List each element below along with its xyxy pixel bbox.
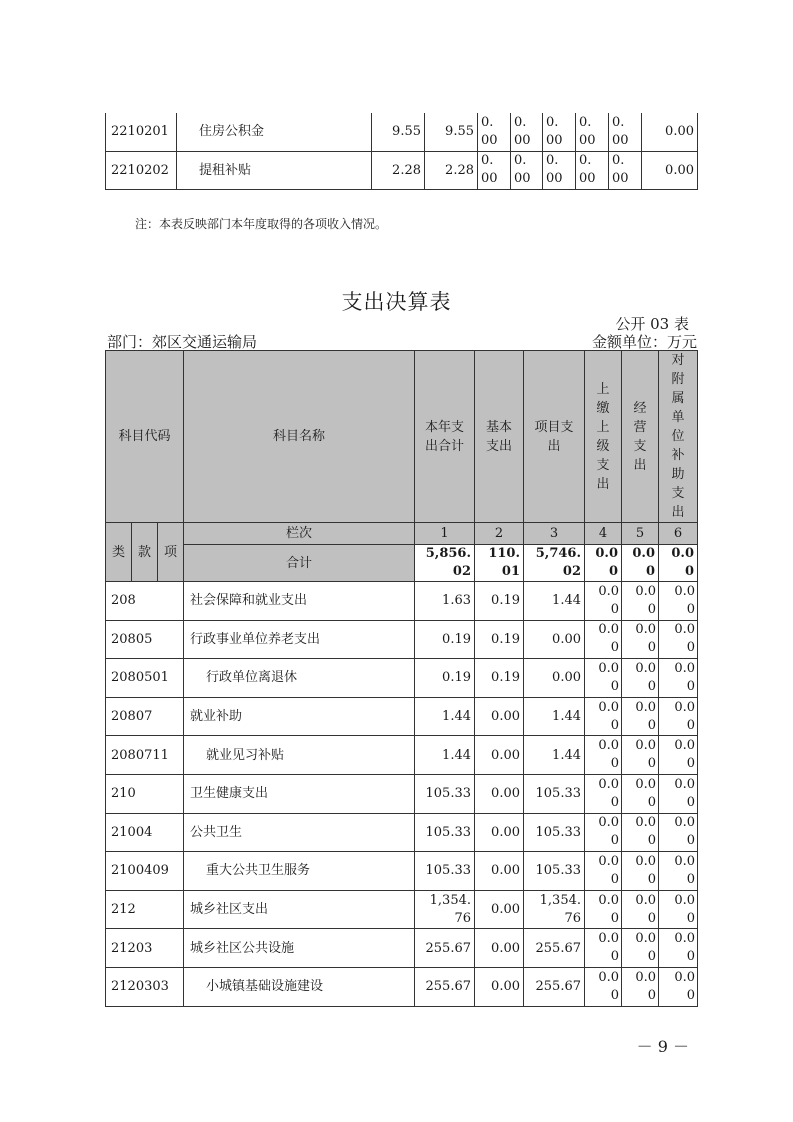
amount: 0.00 (475, 890, 524, 929)
amount (622, 929, 659, 968)
amount-part: 0 (686, 794, 695, 810)
subject-code: 2080711 (106, 736, 184, 775)
sum-total (415, 545, 475, 582)
amount-part: 0 (686, 871, 695, 887)
amount-part: 0 (686, 678, 695, 694)
amount-part: 0 (647, 678, 656, 694)
amount-part: 0.0 (674, 815, 695, 831)
amount-part: 0 (647, 794, 656, 810)
header-xiang: 项 (158, 523, 184, 582)
amount-part: 0 (686, 910, 695, 926)
amount-part: 0.0 (674, 776, 695, 792)
amount (511, 151, 543, 189)
amount: 1.44 (524, 582, 585, 621)
header-char: 出 (596, 476, 610, 492)
amount (576, 113, 609, 151)
amount-part: 00 (514, 171, 531, 186)
amount-part: 5,746. (535, 546, 581, 561)
amount-part: 00 (546, 171, 563, 186)
subject-name: 行政事业单位养老支出 (184, 620, 415, 659)
header-kuan: 款 (132, 523, 158, 582)
amount-part: 0 (647, 601, 656, 617)
subject-name: 就业补助 (184, 697, 415, 736)
table-row (106, 852, 698, 891)
subject-name: 卫生健康支出 (184, 774, 415, 813)
amount-part: 0. (481, 114, 494, 130)
amount-part: 0. (514, 153, 527, 168)
amount: 1.44 (524, 736, 585, 775)
header-char: 属 (671, 391, 685, 406)
amount-part: 00 (546, 132, 563, 148)
amount-part: 0 (647, 987, 656, 1003)
header-upper (585, 351, 622, 523)
amount: 9.55 (372, 113, 425, 151)
amount-part: 0.0 (598, 776, 619, 792)
amount-part: 0.0 (598, 892, 619, 908)
subject-name: 城乡社区公共设施 (184, 929, 415, 968)
header-char: 缴 (596, 400, 610, 416)
amount (622, 890, 659, 929)
amount: 0.19 (475, 582, 524, 621)
amount-part: 0.0 (674, 738, 695, 754)
amount: 0.19 (475, 659, 524, 698)
amount-part: 1,354. (539, 892, 581, 908)
header-subsidiary (659, 351, 698, 523)
amount (622, 620, 659, 659)
amount: 0.00 (642, 113, 698, 151)
amount-part: 0. (546, 153, 559, 168)
amount-part: 0 (647, 949, 656, 965)
amount-part: 0.0 (598, 738, 619, 754)
amount (543, 113, 576, 151)
subject-name: 行政单位离退休 (184, 659, 415, 698)
amount (576, 151, 609, 189)
column-index: 2 (475, 523, 524, 545)
form-number: 公开 03 表 (615, 315, 689, 333)
amount-part: 0. (481, 153, 494, 168)
amount-part: 0.0 (598, 853, 619, 869)
amount-part: 02 (562, 564, 581, 579)
amount-part: 0 (610, 794, 619, 810)
amount-part: 00 (579, 132, 596, 148)
subject-name: 社会保障和就业支出 (184, 582, 415, 621)
amount: 105.33 (415, 852, 475, 891)
amount: 1.63 (415, 582, 475, 621)
amount-part: 0 (684, 564, 694, 579)
amount-part: 76 (564, 910, 581, 926)
amount (585, 852, 622, 891)
amount (585, 659, 622, 698)
amount-part: 0 (647, 717, 656, 733)
amount (511, 113, 543, 151)
amount-part: 02 (452, 564, 471, 579)
subject-code: 208 (106, 582, 184, 621)
header-column-index-label: 栏次 (184, 523, 415, 545)
amount-part: 0.0 (674, 622, 695, 638)
amount-part: 0.0 (598, 931, 619, 947)
amount-part: 0 (610, 833, 619, 849)
header-char: 出 (633, 457, 647, 473)
amount: 0.19 (415, 620, 475, 659)
amount-part: 0.0 (598, 660, 619, 676)
amount (478, 151, 511, 189)
sum-subsidiary (659, 545, 698, 582)
amount (478, 113, 511, 151)
amount (585, 697, 622, 736)
table-row (106, 113, 698, 151)
amount-part: 0 (647, 871, 656, 887)
amount-part: 0.0 (635, 815, 656, 831)
amount: 0.00 (475, 852, 524, 891)
amount-part: 0 (610, 910, 619, 926)
amount-part: 0.0 (598, 622, 619, 638)
amount-part: 0.0 (598, 969, 619, 985)
column-index: 1 (415, 523, 475, 545)
amount (585, 620, 622, 659)
header-char: 经 (633, 400, 647, 416)
amount-part: 0 (647, 756, 656, 772)
amount-part: 0. (612, 153, 625, 168)
amount-part: 0 (610, 756, 619, 772)
sum-project (524, 545, 585, 582)
amount (659, 620, 698, 659)
subject-code: 21004 (106, 813, 184, 852)
table-row (106, 151, 698, 189)
amount (609, 113, 642, 151)
amount (659, 659, 698, 698)
amount-part: 0 (686, 833, 695, 849)
header-line: 支出 (485, 438, 512, 454)
amount: 0.00 (475, 929, 524, 968)
amount-part: 0 (686, 640, 695, 656)
amount-part: 0 (686, 717, 695, 733)
amount-part: 0.0 (635, 622, 656, 638)
amount-part: 00 (612, 171, 629, 186)
amount-part: 0 (610, 678, 619, 694)
amount (622, 813, 659, 852)
amount-part: 0.0 (671, 546, 694, 561)
subject-code: 21203 (106, 929, 184, 968)
subject-name: 城乡社区支出 (184, 890, 415, 929)
amount (622, 852, 659, 891)
amount: 2.28 (372, 151, 425, 189)
header-char: 助 (671, 467, 685, 482)
amount (659, 697, 698, 736)
amount (622, 582, 659, 621)
sum-label: 合计 (184, 545, 415, 582)
amount-part: 0.0 (598, 583, 619, 599)
table-row (106, 967, 698, 1006)
header-project (524, 351, 585, 523)
amount: 105.33 (524, 774, 585, 813)
header-char: 支 (633, 438, 647, 454)
table-row (106, 774, 698, 813)
amount (659, 852, 698, 891)
subject-name: 小城镇基础设施建设 (184, 967, 415, 1006)
amount-part: 0.0 (635, 738, 656, 754)
header-char: 单 (671, 410, 685, 425)
department-label: 部门：郊区交通运输局 (107, 333, 258, 351)
header-char: 附 (671, 372, 685, 387)
amount (659, 736, 698, 775)
amount (585, 813, 622, 852)
subject-code: 20807 (106, 697, 184, 736)
amount (659, 774, 698, 813)
amount-part: 1,354. (429, 892, 471, 908)
amount: 1.44 (524, 697, 585, 736)
amount: 0.00 (642, 151, 698, 189)
header-basic (475, 351, 524, 523)
amount (585, 967, 622, 1006)
amount-part: 0.0 (674, 660, 695, 676)
amount (659, 813, 698, 852)
header-line: 基本 (485, 419, 512, 435)
amount-part: 0 (608, 564, 618, 579)
amount-part: 0.0 (632, 546, 655, 561)
expense-table (105, 350, 698, 1007)
amount: 255.67 (415, 967, 475, 1006)
amount (585, 736, 622, 775)
amount: 0.19 (475, 620, 524, 659)
amount-part: 0. (546, 114, 559, 130)
amount-part: 0. (612, 114, 625, 130)
column-index: 3 (524, 523, 585, 545)
amount-part: 0 (686, 756, 695, 772)
amount: 0.00 (475, 736, 524, 775)
amount-part: 0.0 (598, 815, 619, 831)
subject-code: 212 (106, 890, 184, 929)
amount (659, 967, 698, 1006)
amount (524, 890, 585, 929)
header-line: 出 (547, 438, 561, 454)
header-char: 支 (596, 457, 610, 473)
subject-name: 公共卫生 (184, 813, 415, 852)
header-business (622, 351, 659, 523)
amount (585, 890, 622, 929)
amount-part: 0 (686, 987, 695, 1003)
amount: 105.33 (415, 774, 475, 813)
header-char: 出 (671, 505, 685, 520)
amount (585, 582, 622, 621)
amount-part: 0.0 (674, 853, 695, 869)
subject-name: 提租补贴 (177, 151, 372, 189)
amount-part: 0 (645, 564, 655, 579)
amount: 105.33 (415, 813, 475, 852)
column-index: 6 (659, 523, 698, 545)
amount: 0.00 (475, 774, 524, 813)
amount (585, 774, 622, 813)
sum-business (622, 545, 659, 582)
amount-part: 5,856. (425, 546, 471, 561)
amount (622, 697, 659, 736)
amount-part: 0.0 (598, 699, 619, 715)
income-table-tail (105, 113, 698, 190)
table-row (106, 929, 698, 968)
amount-part: 0.0 (635, 776, 656, 792)
amount-part: 0.0 (635, 892, 656, 908)
subject-code: 2080501 (106, 659, 184, 698)
amount-part: 0 (686, 949, 695, 965)
header-char: 上 (596, 419, 610, 435)
subject-code: 2210202 (106, 151, 177, 189)
subject-code: 210 (106, 774, 184, 813)
header-lei: 类 (106, 523, 132, 582)
amount-part: 0.0 (674, 583, 695, 599)
amount-part: 0 (686, 601, 695, 617)
amount (622, 736, 659, 775)
amount-part: 110. (488, 546, 520, 561)
subject-name: 重大公共卫生服务 (184, 852, 415, 891)
amount: 1.44 (415, 736, 475, 775)
amount-part: 0 (647, 640, 656, 656)
subject-code: 2120303 (106, 967, 184, 1006)
header-char: 营 (633, 419, 647, 435)
amount-part: 0.0 (674, 699, 695, 715)
amount (622, 659, 659, 698)
amount (622, 774, 659, 813)
amount (585, 929, 622, 968)
amount-part: 0.0 (595, 546, 618, 561)
amount-part: 00 (481, 132, 498, 148)
header-char: 级 (596, 438, 610, 454)
amount (622, 967, 659, 1006)
column-index: 4 (585, 523, 622, 545)
amount (543, 151, 576, 189)
amount: 105.33 (524, 813, 585, 852)
amount-part: 0. (514, 114, 527, 130)
table-row (106, 697, 698, 736)
table-row (106, 813, 698, 852)
header-char: 对 (671, 353, 685, 368)
amount-part: 0.0 (674, 969, 695, 985)
amount-part: 0.0 (674, 892, 695, 908)
sum-basic (475, 545, 524, 582)
amount: 0.19 (415, 659, 475, 698)
subject-name: 住房公积金 (177, 113, 372, 151)
header-line: 出合计 (424, 438, 464, 454)
amount-part: 0.0 (674, 931, 695, 947)
sum-row (106, 545, 698, 582)
header-char: 支 (671, 486, 685, 501)
table-row (106, 736, 698, 775)
amount (659, 582, 698, 621)
subject-name: 就业见习补贴 (184, 736, 415, 775)
header-char: 位 (671, 429, 685, 444)
amount-part: 0 (610, 949, 619, 965)
amount-part: 0 (647, 910, 656, 926)
page-number: － 9 － (636, 1037, 689, 1056)
amount: 0.00 (475, 697, 524, 736)
amount-part: 00 (612, 132, 629, 148)
amount: 1.44 (415, 697, 475, 736)
amount: 0.00 (524, 620, 585, 659)
subject-code: 2210201 (106, 113, 177, 151)
amount: 0.00 (475, 967, 524, 1006)
amount-part: 00 (579, 171, 596, 186)
subject-code: 20805 (106, 620, 184, 659)
amount-part: 0 (610, 601, 619, 617)
header-char: 补 (671, 448, 685, 463)
amount (659, 929, 698, 968)
amount (415, 890, 475, 929)
amount-part: 00 (514, 132, 531, 148)
amount: 0.00 (475, 813, 524, 852)
table-row (106, 582, 698, 621)
header-char: 上 (596, 381, 610, 397)
amount-part: 0.0 (635, 931, 656, 947)
subject-code: 2100409 (106, 852, 184, 891)
amount-part: 0 (610, 987, 619, 1003)
sum-upper (585, 545, 622, 582)
header-total (415, 351, 475, 523)
header-line: 本年支 (424, 419, 464, 435)
amount-part: 0 (610, 871, 619, 887)
header-subject-code: 科目代码 (106, 351, 184, 523)
amount: 2.28 (425, 151, 478, 189)
amount-part: 76 (454, 910, 471, 926)
amount-part: 0.0 (635, 583, 656, 599)
amount-part: 0.0 (635, 853, 656, 869)
amount-part: 0 (647, 833, 656, 849)
amount-part: 01 (501, 564, 520, 579)
amount: 255.67 (524, 967, 585, 1006)
amount: 255.67 (524, 929, 585, 968)
header-subject-name: 科目名称 (184, 351, 415, 523)
table-row (106, 620, 698, 659)
amount (659, 890, 698, 929)
amount-unit-label: 金额单位：万元 (591, 333, 697, 351)
amount-part: 0 (610, 717, 619, 733)
header-line: 项目支 (534, 419, 574, 435)
income-table-note: 注：本表反映部门本年度取得的各项收入情况。 (135, 217, 388, 231)
amount-part: 0. (579, 114, 592, 130)
amount-part: 0 (610, 640, 619, 656)
amount (609, 151, 642, 189)
amount-part: 0. (579, 153, 592, 168)
table-row (106, 659, 698, 698)
amount-part: 00 (481, 171, 498, 186)
amount-part: 0.0 (635, 660, 656, 676)
amount-part: 0.0 (635, 969, 656, 985)
column-index: 5 (622, 523, 659, 545)
page-title: 支出决算表 (341, 290, 452, 314)
amount-part: 0.0 (635, 699, 656, 715)
amount: 0.00 (524, 659, 585, 698)
amount: 255.67 (415, 929, 475, 968)
amount: 9.55 (425, 113, 478, 151)
amount: 105.33 (524, 852, 585, 891)
table-row (106, 890, 698, 929)
